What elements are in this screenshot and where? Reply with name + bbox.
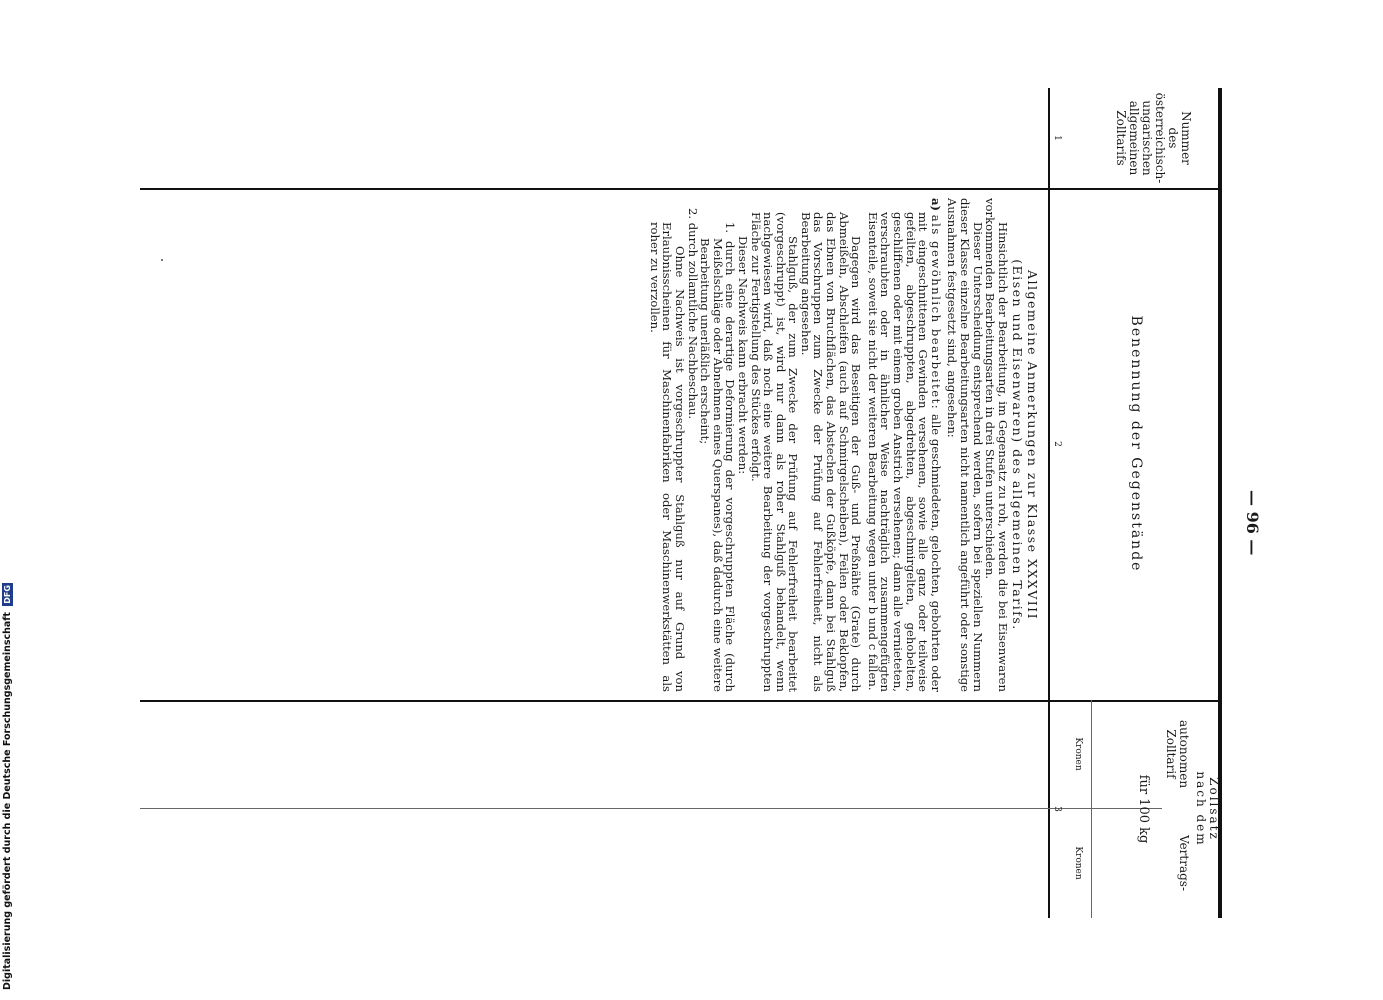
col1-line-5: allgemeinen: [1127, 100, 1141, 176]
header-col3: [140, 700, 1222, 918]
header-col1: [140, 88, 1222, 188]
col3-title-1: Zollsatz: [1207, 777, 1221, 841]
col2-number: 2: [1052, 441, 1062, 447]
dfg-credit: [2, 583, 13, 990]
notes-title: Allgemeine Anmerkungen zur Klasse XXXVIII: [1025, 269, 1040, 621]
col1-line-3: österreichisch-: [1153, 92, 1167, 184]
list-item-2: 2. durch zollamtliche Nachbeschau.: [685, 208, 700, 420]
col3-header-split: [1091, 700, 1092, 918]
item-a-text: alle geschmiedeten, gelochten, gebohrten oder mit eingeschnittenen Gewinden versehenen, sowie alle ganz oder teilweise gefeilten, abgeschruppten, abgedrehten, abgeschmirgelten, gehobelten, geschliffenen oder mit einem groben Anstrich versehenen; dann alle vernieteten, verschraubten oder in ähnlicher Weise nachträglich zusammengefügten Eisenteile, soweit sie nicht der weiteren Bearbeitung wegen unter b und c fallen.: [865, 212, 943, 693]
col1-number: 1: [1052, 135, 1062, 141]
col3-unit: für 100 kg: [1136, 774, 1151, 844]
item-a-label: a): [928, 198, 943, 211]
col3-sub-left-1: autonomen: [1177, 719, 1191, 789]
notes-subtitle: (Eisen und Eisenwaren) des allgemeinen Tarifs.: [1010, 259, 1026, 631]
col3-number: 3: [1052, 806, 1062, 812]
col1-line-4: ungarischen: [1140, 100, 1154, 176]
list-item-1: 1. durch eine derartige Deformierung der vorgeschruppten Fläche (durch Meißelschläge oder Abnehmen eines Querspanes), daß dadurch eine weitere Bearbeitung unerläßlich erscheint;: [698, 222, 738, 692]
item-a-lead: als gewöhnlich bearbeitet:: [928, 214, 943, 411]
col2-heading: Benennung der Gegenstände: [1128, 315, 1144, 573]
col1-line-1: Nummer: [1179, 111, 1193, 165]
tariff-page: [140, 88, 1222, 918]
col3-sub-right: Vertrags-: [1177, 834, 1191, 891]
col3-kronen-left: Kronen: [1073, 737, 1083, 771]
paragraph-a: [866, 198, 942, 692]
paragraph-4: Stahlguß, der zum Zwecke der Prüfung auf Fehlerfreiheit bearbeitet (vorgeschruppt) ist, wird nur dann als roher Stahlguß behandelt, wenn nachgewiesen wird, daß noch eine weitere Bearbeitung der vorgeschruppten Fläche zur Fertigstellung des Stückes erfolgt.: [748, 212, 801, 692]
col1-line-2: des: [1166, 127, 1180, 149]
paragraph-5: Dieser Nachweis kann erbracht werden:: [735, 236, 750, 475]
col3-sub-left-2: Zolltarif: [1164, 729, 1178, 779]
content-body: [648, 198, 1038, 692]
dfg-credit-text: Digitalisierung gefördert durch die Deutsche Forschungsgemeinschaft: [2, 612, 13, 990]
col1-line-6: Zolltarifs: [1114, 110, 1128, 166]
paragraph-6: Ohne Nachweis ist vorgeschruppter Stahlguß nur auf Grund von Erlaubnisscheinen für Maschinenfabriken oder Maschinenwerkstätten als roher zu verzollen.: [647, 222, 687, 692]
col3-title-2: nach dem: [1194, 771, 1208, 847]
dfg-logo: DFG: [3, 585, 12, 604]
paragraph-2: Dieser Unterscheidung entsprechend werden, sofern bei speziellen Nummern dieser Klasse einzelne Bearbeitungsarten nicht namentlich angeführt oder sonstige Ausnahmen festgesetzt sind, angesehen:: [945, 198, 985, 692]
paragraph-3: Dagegen wird das Beseitigen der Guß- und Preßnähte (Grate) durch Abmeißeln, Abschleifen (auch auf Schmirgelscheiben), Feilen oder Beklopfen, das Ebnen von Bruchflächen, das Abstechen der Gußköpfe, dann bei Stahlguß das Vorschruppen zum Zwecke der Prüfung auf Fehlerfreiheit, nicht als Bearbeitung angesehen.: [798, 212, 864, 692]
col3-kronen-right: Kronen: [1073, 846, 1083, 880]
page-number: — 96 —: [1243, 490, 1262, 556]
paragraph-1: Hinsichtlich der Bearbeitung, im Gegensatz zu roh, werden die bei Eisenwaren vorkommenden Bearbeitungsarten in drei Stufen unterschieden.: [983, 198, 1010, 692]
